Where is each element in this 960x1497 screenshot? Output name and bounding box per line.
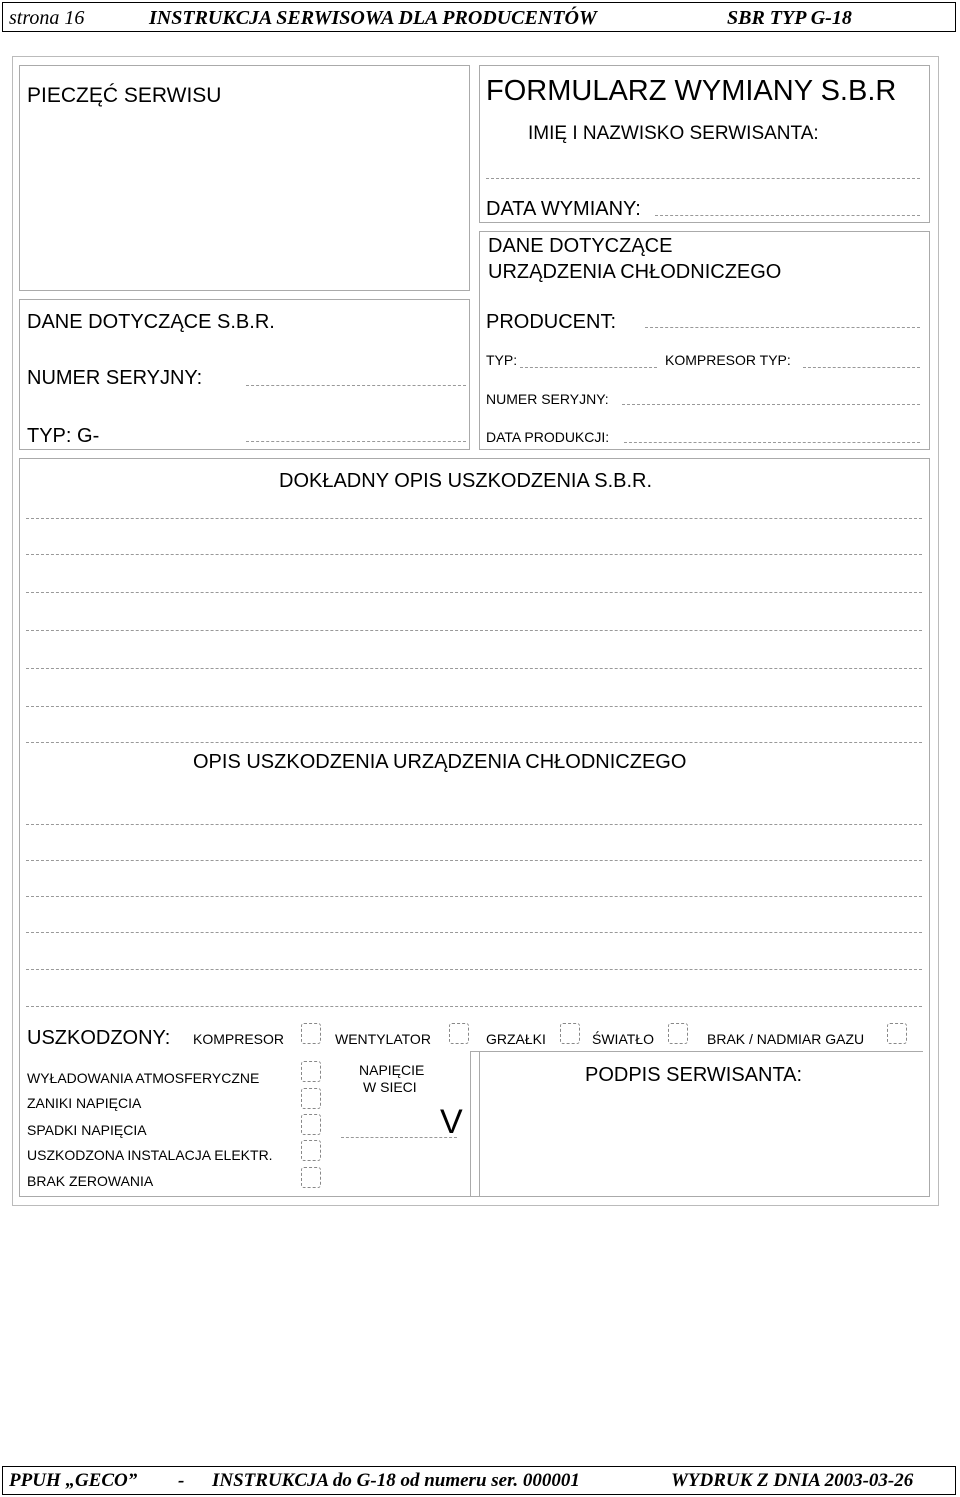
fan-checkbox[interactable] <box>449 1023 469 1044</box>
device-description-line[interactable] <box>26 860 922 861</box>
voltage-label-1: NAPIĘCIE <box>359 1062 425 1078</box>
damaged-divider <box>470 1051 923 1052</box>
producer-field[interactable] <box>645 327 920 328</box>
device-description-line[interactable] <box>26 969 922 970</box>
device-description-line[interactable] <box>26 824 922 825</box>
light-checkbox[interactable] <box>668 1023 688 1044</box>
page-number: strona 16 <box>9 7 85 29</box>
sbr-description-line[interactable] <box>26 592 922 593</box>
prod-date-label: DATA PRODUKCJI: <box>486 429 610 445</box>
cooling-heading-1: DANE DOTYCZĄCE <box>488 235 673 257</box>
sbr-serial-label: NUMER SERYJNY: <box>27 367 203 389</box>
sbr-description-line[interactable] <box>26 518 922 519</box>
page-header <box>2 2 956 32</box>
producer-label: PRODUCENT: <box>486 311 617 333</box>
date-field[interactable] <box>655 215 920 216</box>
gas-checkbox[interactable] <box>887 1023 907 1044</box>
compressor-checkbox[interactable] <box>301 1023 321 1044</box>
voltage-unit: V <box>440 1103 463 1141</box>
cause-wiring: USZKODZONA INSTALACJA ELEKTR. <box>27 1147 273 1163</box>
damaged-item-compressor: KOMPRESOR <box>193 1031 285 1047</box>
compressor-field[interactable] <box>803 367 920 368</box>
damaged-label: USZKODZONY: <box>27 1027 171 1049</box>
cause-outages-checkbox[interactable] <box>301 1088 321 1109</box>
cooling-type-label: TYP: <box>486 352 518 368</box>
sbr-type-label: TYP: G- <box>27 425 100 447</box>
cooling-heading-2: URZĄDZENIA CHŁODNICZEGO <box>488 261 782 283</box>
cause-drops: SPADKI NAPIĘCIA <box>27 1122 147 1138</box>
device-description-line[interactable] <box>26 932 922 933</box>
heaters-checkbox[interactable] <box>560 1023 580 1044</box>
footer-printed: WYDRUK Z DNIA 2003-03-26 <box>671 1470 914 1491</box>
footer-sep: - <box>178 1470 185 1491</box>
technician-label: IMIĘ I NAZWISKO SERWISANTA: <box>528 123 819 144</box>
sbr-heading: DANE DOTYCZĄCE S.B.R. <box>27 311 275 333</box>
description-box <box>19 458 930 1197</box>
cause-lightning: WYŁADOWANIA ATMOSFERYCZNE <box>27 1070 260 1086</box>
damaged-item-gas: BRAK / NADMIAR GAZU <box>707 1031 865 1047</box>
sbr-description-line[interactable] <box>26 554 922 555</box>
technician-field[interactable] <box>486 178 920 179</box>
footer-instruction: INSTRUKCJA do G-18 od numeru ser. 000001 <box>212 1470 580 1491</box>
signature-label: PODPIS SERWISANTA: <box>585 1064 803 1086</box>
cooling-serial-label: NUMER SERYJNY: <box>486 391 609 407</box>
footer-company: PPUH „GECO” <box>9 1470 138 1491</box>
sbr-description-line[interactable] <box>26 630 922 631</box>
device-description-line[interactable] <box>26 1006 922 1007</box>
device-description-line[interactable] <box>26 896 922 897</box>
sbr-type-field[interactable] <box>246 441 466 442</box>
form-title: FORMULARZ WYMIANY S.B.R <box>486 75 897 107</box>
voltage-divider-right <box>479 1051 480 1197</box>
cause-lightning-checkbox[interactable] <box>301 1061 321 1082</box>
sbr-description-line[interactable] <box>26 706 922 707</box>
cause-drops-checkbox[interactable] <box>301 1114 321 1135</box>
damaged-item-heaters: GRZAŁKI <box>486 1031 546 1047</box>
page-footer <box>2 1466 956 1495</box>
cause-outages: ZANIKI NAPIĘCIA <box>27 1095 142 1111</box>
voltage-divider-left <box>470 1051 471 1197</box>
sbr-description-line[interactable] <box>26 742 922 743</box>
header-model: SBR TYP G-18 <box>727 7 852 29</box>
cooling-type-field[interactable] <box>520 367 657 368</box>
cause-grounding: BRAK ZEROWANIA <box>27 1173 154 1189</box>
voltage-label-2: W SIECI <box>363 1079 417 1095</box>
cooling-serial-field[interactable] <box>622 404 920 405</box>
device-description-heading: OPIS USZKODZENIA URZĄDZENIA CHŁODNICZEGO <box>193 751 687 773</box>
sbr-description-line[interactable] <box>26 668 922 669</box>
prod-date-field[interactable] <box>624 442 920 443</box>
cause-wiring-checkbox[interactable] <box>301 1140 321 1161</box>
header-title: INSTRUKCJA SERWISOWA DLA PRODUCENTÓW <box>149 7 597 29</box>
date-label: DATA WYMIANY: <box>486 198 641 220</box>
stamp-label: PIECZĘĆ SERWISU <box>27 84 222 107</box>
cause-grounding-checkbox[interactable] <box>301 1167 321 1188</box>
compressor-label: KOMPRESOR TYP: <box>665 352 791 368</box>
damaged-item-light: ŚWIATŁO <box>592 1031 654 1047</box>
sbr-description-heading: DOKŁADNY OPIS USZKODZENIA S.B.R. <box>279 470 653 492</box>
sbr-serial-field[interactable] <box>246 385 466 386</box>
damaged-item-fan: WENTYLATOR <box>335 1031 431 1047</box>
